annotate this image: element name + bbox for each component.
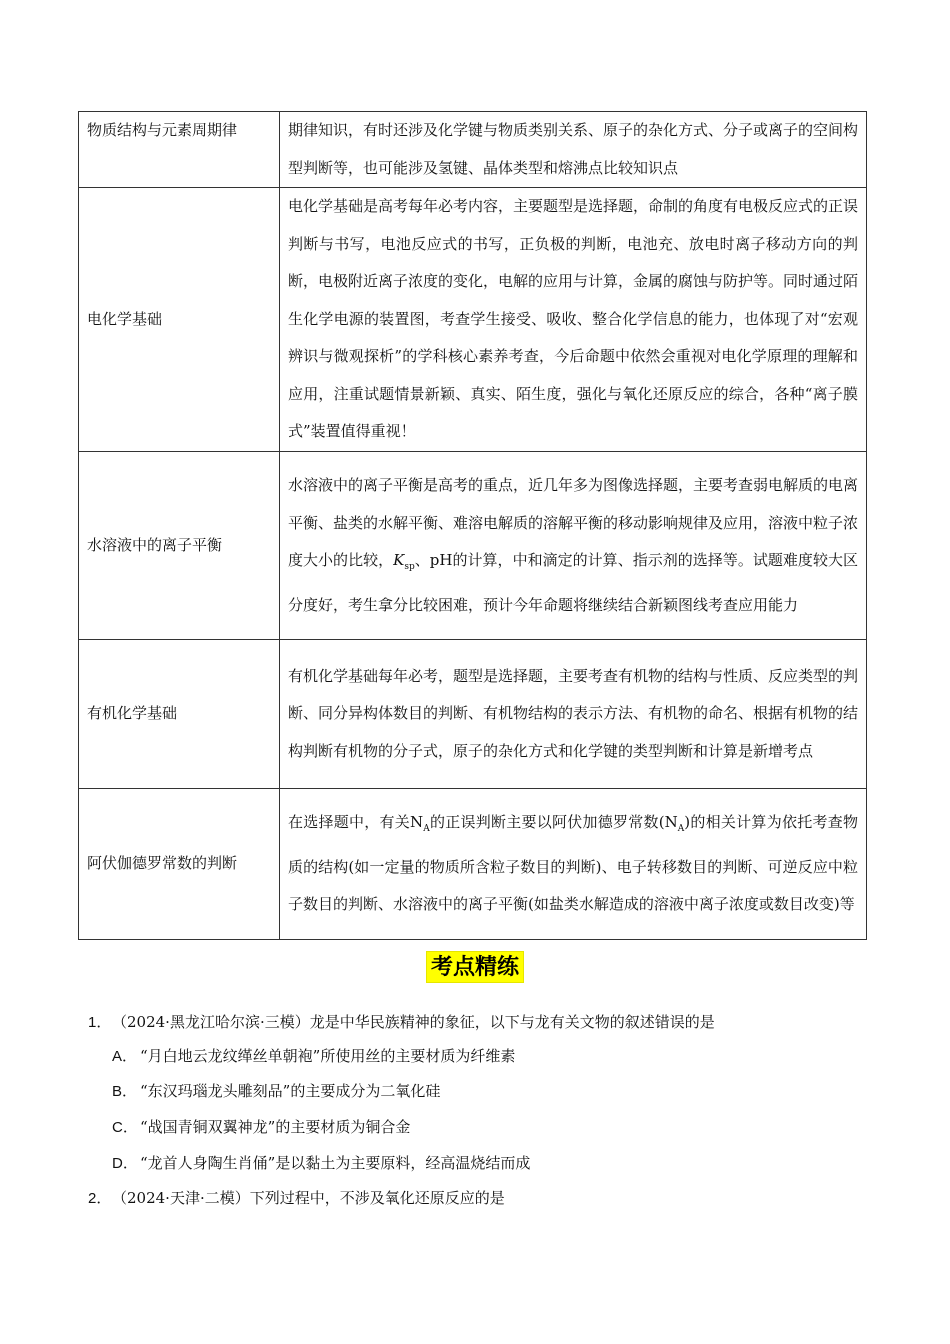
option-a bbox=[112, 1046, 515, 1067]
question-2 bbox=[88, 1188, 505, 1209]
ksp-symbol: K bbox=[393, 551, 405, 569]
table-row bbox=[79, 789, 867, 940]
description-cell: 电化学基础是高考每年必考内容，主要题型是选择题，命制的角度有电极反应式的正误判断与书写，电池反应式的书写，正负极的判断，电池充、放电时离子移动方向的判断，电极附近离子浓度的变化，电解的应用与计算，金属的腐蚀与防护等。同时通过陌生化学电源的装置图，考查学生接受、吸收、整合化学信息的能力，也体现了对“宏观辨识与微观探析”的学科核心素养考查，今后命题中依然会重视对电化学原理的理解和应用，注重试题情景新颖、真实、陌生度，强化与氧化还原反应的综合，各种“离子膜式”装置值得重视！ bbox=[280, 188, 867, 452]
question-1 bbox=[88, 1012, 715, 1033]
option-letter: B． bbox=[112, 1083, 138, 1100]
question-stem: （2024·黑龙江哈尔滨·三模）龙是中华民族精神的象征，以下与龙有关文物的叙述错误的是 bbox=[112, 1013, 715, 1031]
description-cell bbox=[280, 789, 867, 940]
description-text: 、pH的计算，中和滴定的计算、指示剂的选择等。试题难度较大区分度好，考生拿分比较困难，预计今年命题将继续结合新颖图线考查应用能力 bbox=[288, 551, 858, 614]
section-heading: 考点精练 bbox=[426, 951, 524, 983]
ksp-subscript: sp bbox=[404, 562, 415, 572]
option-letter: A． bbox=[112, 1048, 138, 1065]
option-c bbox=[112, 1117, 410, 1138]
description-cell bbox=[280, 452, 867, 640]
option-letter: D． bbox=[112, 1155, 138, 1172]
topic-cell: 电化学基础 bbox=[79, 188, 280, 452]
option-text: “战国青铜双翼神龙”的主要材质为铜合金 bbox=[140, 1118, 411, 1136]
description-text: 水溶液中的离子平衡是高考的重点，近几年多为图像选择题，主要考查弱电解质的电离平衡、盐类的水解平衡、难溶电解质的溶解平衡的移动影响规律及应用，溶液中粒子浓度大小的比较， bbox=[288, 476, 859, 569]
topic-cell: 水溶液中的离子平衡 bbox=[79, 452, 280, 640]
option-text: “龙首人身陶生肖俑”是以黏土为主要原料，经高温烧结而成 bbox=[140, 1154, 531, 1172]
topic-cell: 物质结构与元素周期律 bbox=[79, 112, 280, 188]
description-text: 在选择题中，有关N bbox=[288, 813, 424, 832]
na-subscript: A bbox=[423, 824, 430, 835]
question-number: 1． bbox=[88, 1014, 112, 1031]
option-b bbox=[112, 1081, 440, 1102]
description-cell: 期律知识，有时还涉及化学键与物质类别关系、原子的杂化方式、分子或离子的空间构型判断等，也可能涉及氢键、晶体类型和熔沸点比较知识点 bbox=[280, 112, 867, 188]
option-letter: C． bbox=[112, 1119, 138, 1136]
topic-cell: 阿伏伽德罗常数的判断 bbox=[79, 789, 280, 940]
table-row bbox=[79, 640, 867, 789]
table-row bbox=[79, 452, 867, 640]
description-cell: 有机化学基础每年必考，题型是选择题，主要考查有机物的结构与性质、反应类型的判断、同分异构体数目的判断、有机物结构的表示方法、有机物的命名、根据有机物的结构判断有机物的分子式，原子的杂化方式和化学键的类型判断和计算是新增考点 bbox=[280, 640, 867, 789]
option-text: “东汉玛瑙龙头雕刻品”的主要成分为二氧化硅 bbox=[140, 1082, 441, 1100]
table-row bbox=[79, 188, 867, 452]
option-text: “月白地云龙纹缂丝单朝袍”所使用丝的主要材质为纤维素 bbox=[140, 1047, 516, 1065]
topic-cell: 有机化学基础 bbox=[79, 640, 280, 789]
na-subscript: A bbox=[677, 824, 685, 835]
section-heading-wrap bbox=[0, 951, 950, 983]
topics-table bbox=[78, 111, 867, 940]
description-text: 的正误判断主要以阿伏加德罗常数(N bbox=[429, 813, 678, 832]
option-d bbox=[112, 1153, 530, 1174]
question-number: 2． bbox=[88, 1190, 112, 1207]
description-text: )的相关计算为依托考查物质的结构(如一定量的物质所含粒子数目的判断)、电子转移数目的判断、可逆反应中粒子数目的判断、水溶液中的离子平衡(如盐类水解造成的溶液中离子浓度或数目改变)等 bbox=[288, 813, 858, 914]
question-stem: （2024·天津·二模）下列过程中，不涉及氧化还原反应的是 bbox=[112, 1189, 505, 1207]
table-row bbox=[79, 112, 867, 188]
